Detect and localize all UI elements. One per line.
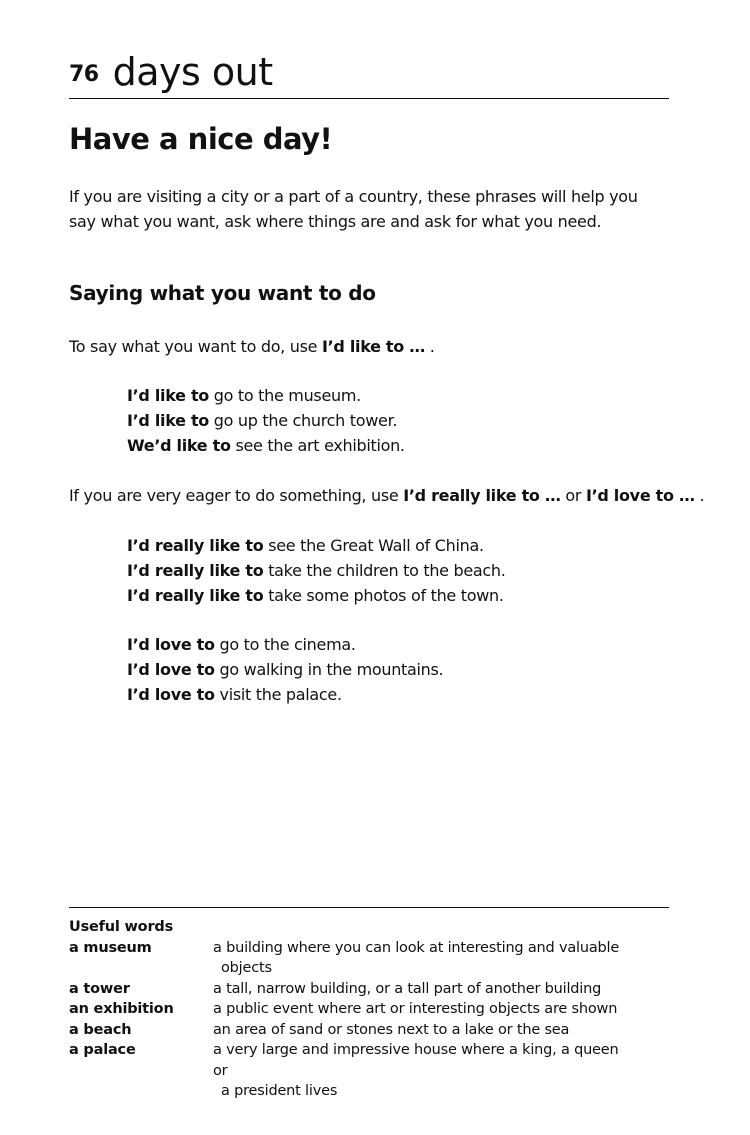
definition-line: a building where you can look at interesting and valuable	[213, 939, 620, 956]
example-phrase: I’d really like to	[127, 561, 264, 580]
example-sentence	[127, 558, 506, 583]
example-sentence	[127, 408, 405, 433]
glossary-definition	[213, 1040, 623, 1102]
example-sentence	[127, 632, 443, 657]
glossary-row	[69, 938, 669, 979]
glossary-definition: a public event where art or interesting objects are shown	[213, 1001, 618, 1017]
example-phrase: I’d like to	[127, 386, 209, 405]
example-sentence	[127, 383, 405, 408]
glossary-term: an exhibition	[69, 1001, 174, 1017]
example-phrase: We’d like to	[127, 436, 231, 455]
example-group-2	[127, 533, 506, 608]
example-phrase: I’d really like to	[127, 586, 264, 605]
glossary-definition: a tall, narrow building, or a tall part of another building	[213, 980, 602, 997]
example-rest: take the children to the beach.	[263, 561, 506, 580]
instruction-connector: or	[560, 486, 586, 505]
definition-continuation: a president lives	[221, 1083, 338, 1099]
glossary-term: a museum	[69, 939, 152, 956]
example-rest: go up the church tower.	[209, 411, 398, 430]
key-phrase: I’d love to …	[585, 486, 695, 505]
example-rest: visit the palace.	[214, 685, 342, 704]
glossary-term: a beach	[69, 1021, 132, 1038]
glossary-term: a palace	[69, 1042, 136, 1058]
chapter-title: days out	[112, 50, 273, 94]
glossary-definition	[213, 938, 623, 979]
useful-words-title: Useful words	[69, 919, 174, 935]
example-sentence	[127, 433, 405, 458]
example-phrase: I’d really like to	[127, 536, 264, 555]
glossary-definition: an area of sand or stones next to a lake or the sea	[213, 1021, 570, 1038]
example-rest: go to the cinema.	[214, 635, 356, 654]
example-rest: see the Great Wall of China.	[263, 536, 484, 555]
intro-paragraph: If you are visiting a city or a part of a country, these phrases will help you say what you want, ask where things are and ask for what you need.	[69, 187, 638, 231]
instruction-paragraph-2	[69, 483, 704, 508]
page-header	[69, 50, 669, 99]
page-number: 76	[69, 62, 99, 87]
glossary-row	[69, 1040, 669, 1102]
definition-line: a very large and impressive house where a king, a queen or	[213, 1042, 619, 1079]
key-phrase: I’d really like to …	[403, 486, 561, 505]
example-group-1	[127, 383, 405, 458]
glossary-term: a tower	[69, 980, 130, 997]
example-phrase: I’d love to	[127, 635, 215, 654]
instruction-text: To say what you want to do, use	[69, 337, 322, 356]
example-phrase: I’d love to	[127, 660, 215, 679]
example-rest: take some photos of the town.	[263, 586, 504, 605]
example-group-3	[127, 632, 443, 707]
definition-continuation: objects	[221, 960, 272, 976]
example-sentence	[127, 583, 506, 608]
section-heading: Saying what you want to do	[69, 281, 376, 305]
example-sentence	[127, 682, 443, 707]
example-rest: go walking in the mountains.	[214, 660, 444, 679]
instruction-paragraph-1	[69, 334, 435, 359]
example-phrase: I’d like to	[127, 411, 209, 430]
glossary-row	[69, 1020, 669, 1041]
key-phrase: I’d like to …	[321, 337, 425, 356]
glossary-row	[69, 999, 669, 1020]
page-title: Have a nice day!	[69, 122, 333, 156]
useful-words-box	[69, 907, 669, 1102]
example-sentence	[127, 657, 443, 682]
instruction-end: .	[694, 486, 705, 505]
example-rest: see the art exhibition.	[230, 436, 405, 455]
instruction-text: If you are very eager to do something, use	[69, 486, 404, 505]
example-rest: go to the museum.	[209, 386, 361, 405]
instruction-end: .	[424, 337, 435, 356]
example-sentence	[127, 533, 506, 558]
glossary-row	[69, 979, 669, 1000]
example-phrase: I’d love to	[127, 685, 215, 704]
